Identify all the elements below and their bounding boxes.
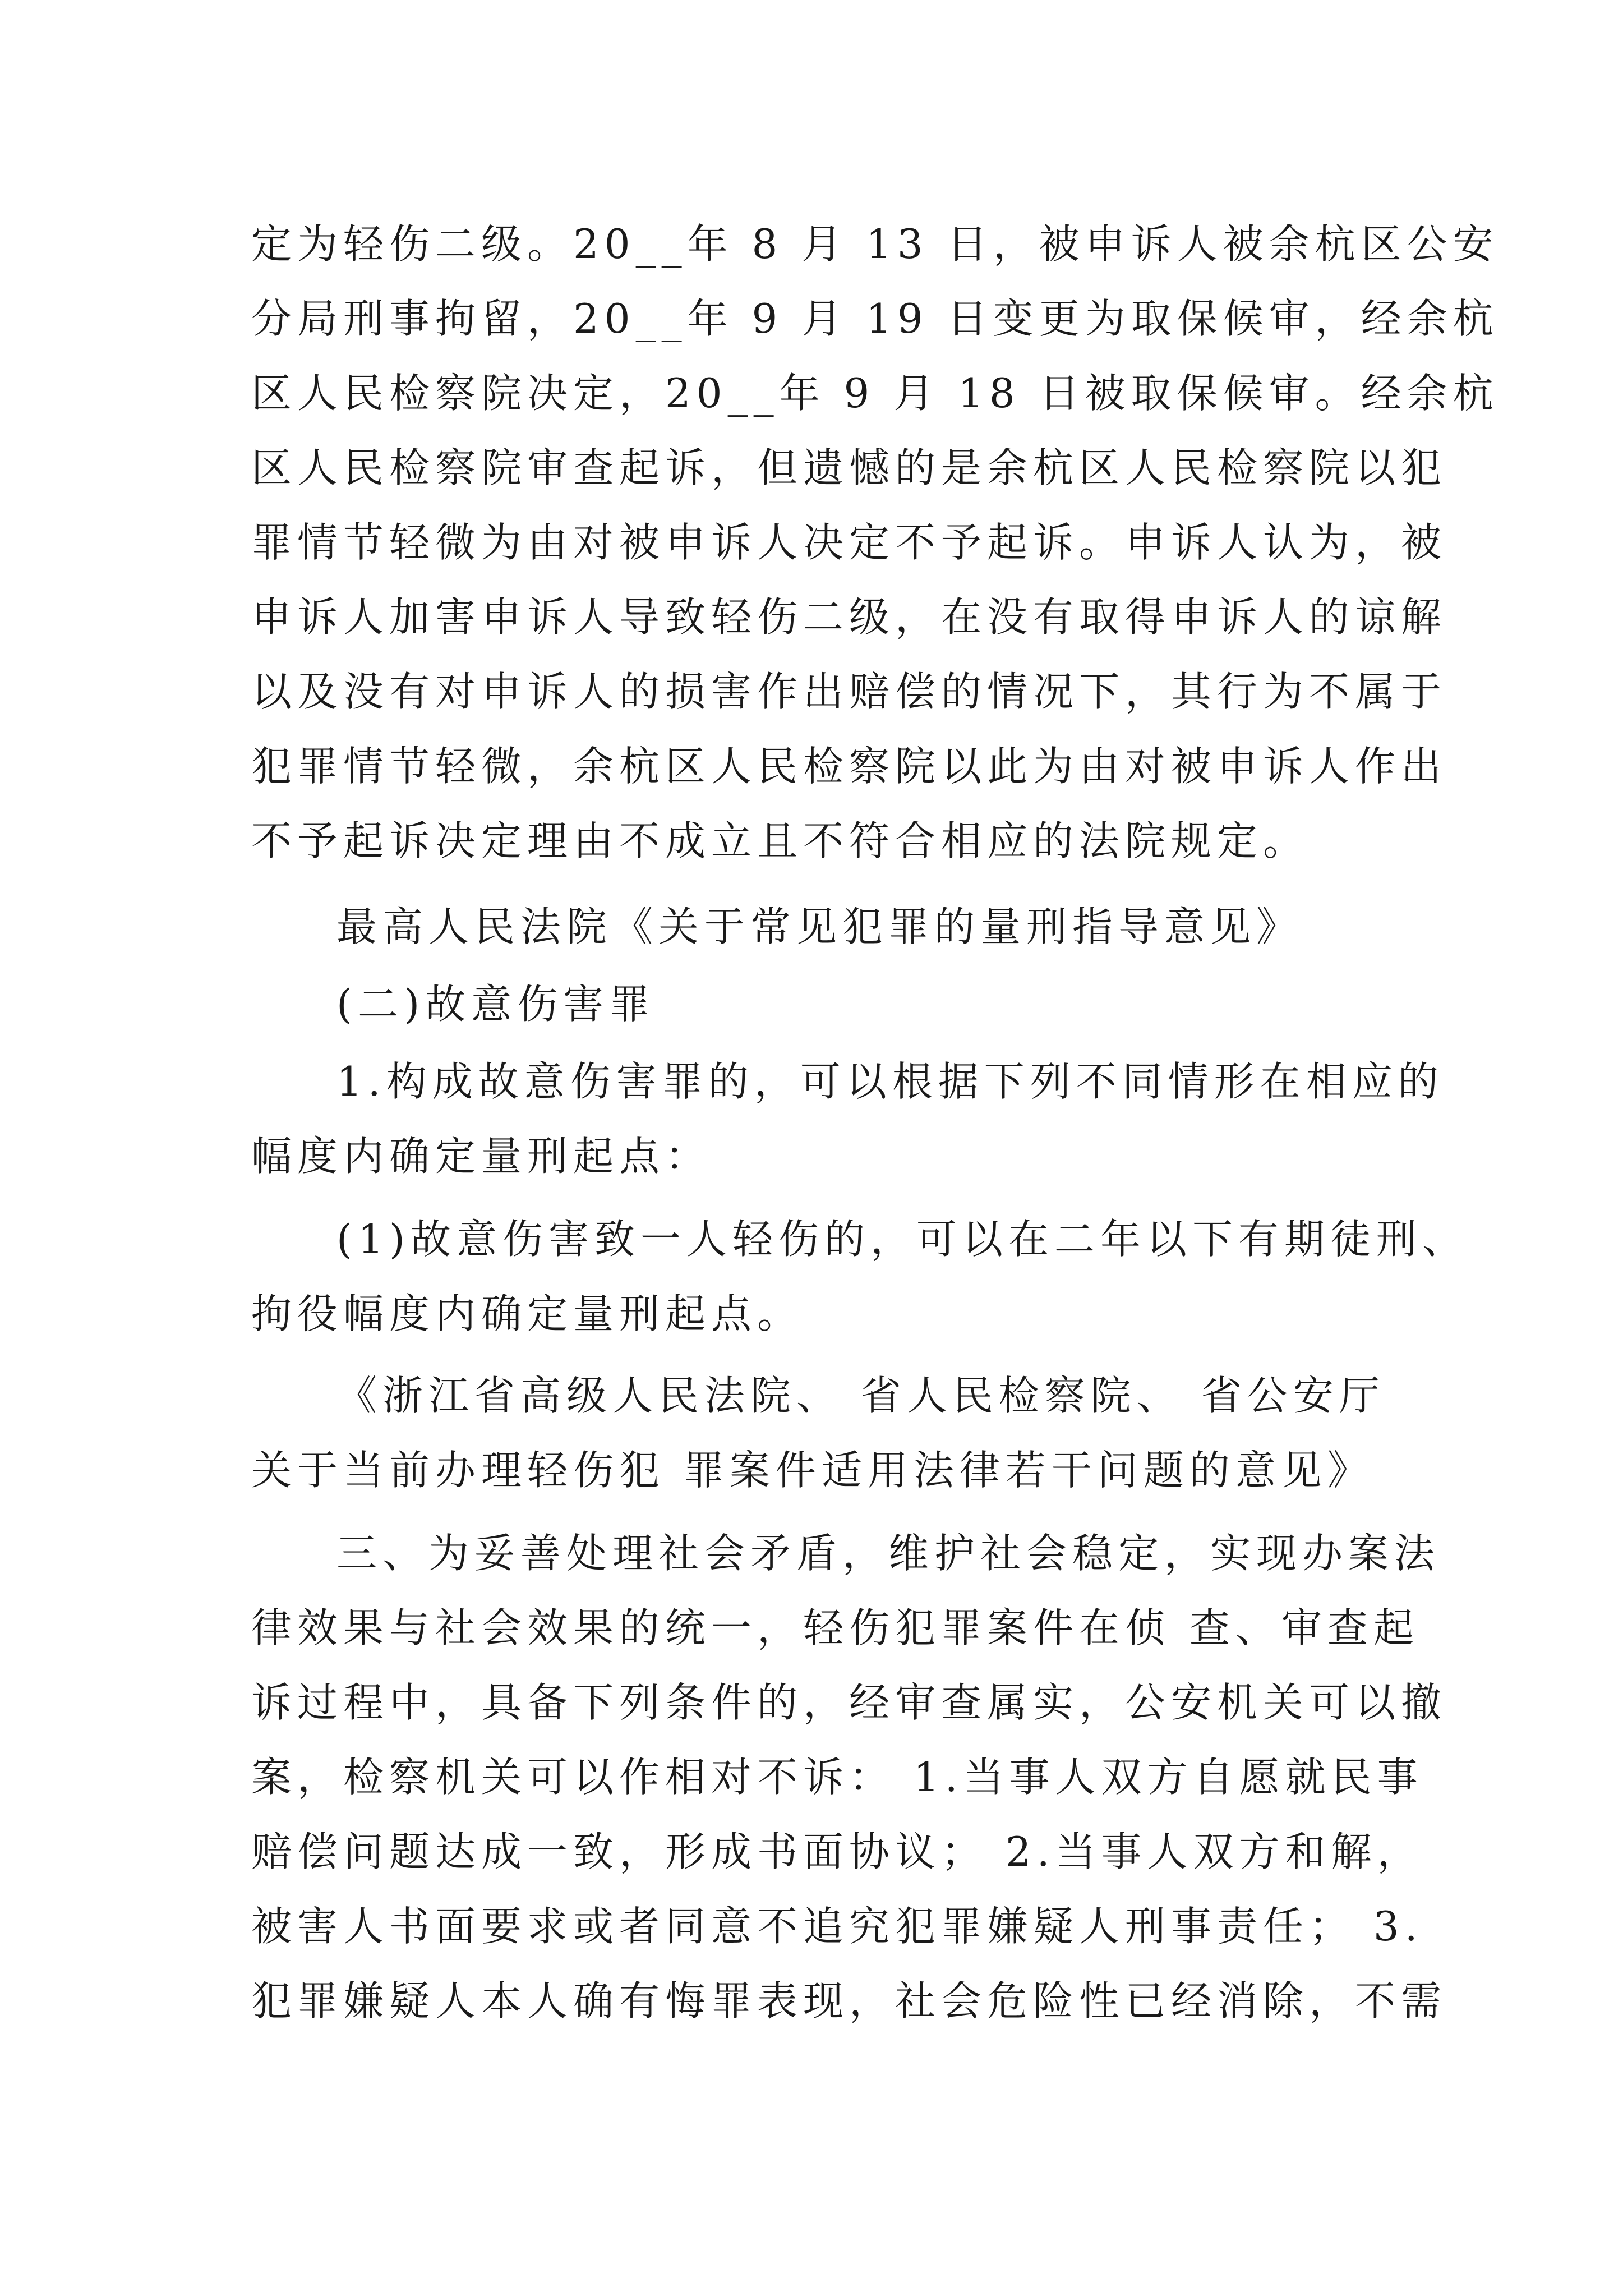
citation-heading: 《浙江省高级人民法院、 省人民检察院、 省公安厅 xyxy=(336,1372,1385,1419)
text-line: 定为轻伤二级。20__年 8 月 13 日，被申诉人被余杭区公安 xyxy=(251,220,1499,268)
text-line: 区人民检察院决定，20__年 9 月 18 日被取保候审。经余杭 xyxy=(251,370,1499,417)
text-line: 罪情节轻微为由对被申诉人决定不予起诉。申诉人认为，被 xyxy=(251,519,1447,566)
text-line: 律效果与社会效果的统一，轻伤犯罪案件在侦 查、审查起 xyxy=(251,1604,1419,1651)
citation-heading: 最高人民法院《关于常见犯罪的量刑指导意见》 xyxy=(336,903,1303,950)
text-line: 赔偿问题达成一致，形成书面协议； 2.当事人双方和解， xyxy=(251,1828,1423,1875)
text-line: 拘役幅度内确定量刑起点。 xyxy=(251,1290,804,1337)
text-line: 不予起诉决定理由不成立且不符合相应的法院规定。 xyxy=(251,817,1310,864)
text-line: 犯罪嫌疑人本人确有悔罪表现，社会危险性已经消除，不需 xyxy=(251,1977,1447,2024)
section-heading: (二)故意伤害罪 xyxy=(336,981,656,1028)
text-line: 诉过程中，具备下列条件的，经审查属实，公安机关可以撤 xyxy=(251,1679,1447,1726)
text-line: 犯罪情节轻微，余杭区人民检察院以此为由对被申诉人作出 xyxy=(251,743,1447,790)
text-line: 案，检察机关可以作相对不诉： 1.当事人双方自愿就民事 xyxy=(251,1754,1423,1801)
text-line: 申诉人加害申诉人导致轻伤二级，在没有取得申诉人的谅解 xyxy=(251,593,1447,641)
text-line: 区人民检察院审查起诉，但遗憾的是余杭区人民检察院以犯 xyxy=(251,444,1447,491)
text-line: (1)故意伤害致一人轻伤的，可以在二年以下有期徒刑、 xyxy=(336,1216,1468,1263)
text-line: 1.构成故意伤害罪的，可以根据下列不同情形在相应的 xyxy=(336,1058,1444,1105)
text-line: 幅度内确定量刑起点： xyxy=(251,1133,712,1180)
citation-heading: 关于当前办理轻伤犯 罪案件适用法律若干问题的意见》 xyxy=(251,1447,1373,1494)
text-line: 三、为妥善处理社会矛盾，维护社会稳定，实现办案法 xyxy=(336,1530,1441,1577)
text-line: 分局刑事拘留，20__年 9 月 19 日变更为取保候审，经余杭 xyxy=(251,295,1499,342)
text-line: 以及没有对申诉人的损害作出赔偿的情况下，其行为不属于 xyxy=(251,668,1447,715)
text-line: 被害人书面要求或者同意不追究犯罪嫌疑人刑事责任； 3. xyxy=(251,1903,1423,1950)
